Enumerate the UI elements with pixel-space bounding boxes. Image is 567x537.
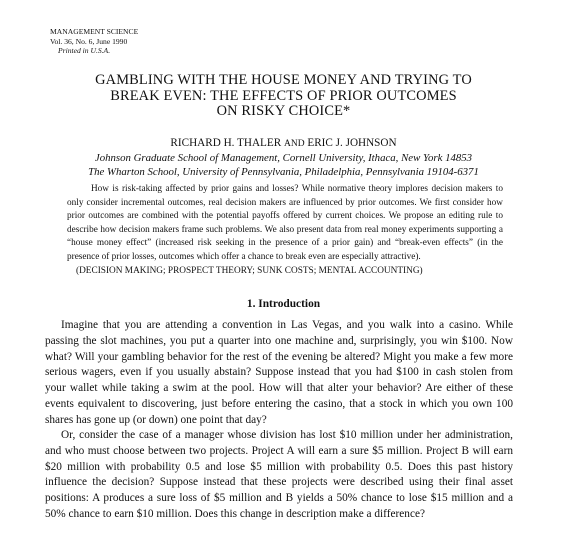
title-line: ON RISKY CHOICE* xyxy=(216,103,351,120)
journal-info xyxy=(50,27,138,56)
affiliation-text: Johnson Graduate School of Management, Cornell University, Ithaca, New York 14853 xyxy=(94,152,473,164)
body-paragraph: Imagine that you are attending a convention in Las Vegas, and you walk into a casino. While passing the slot machines, you put a quarter into one machine and, surprisingly, you win $100. Now what? Will your gambling behavior for the rest of the evening be altered? Might you make a few more serious wagers, even if you usually abstain? Suppose instead that you had $100 in cash stolen from your wallet while taking a swim at the pool. How will that alter your behavior? Are either of these events equivalent to discovering, just before entering the casino, that a stock in which you own 100 shares has gone up (or down) one point that day? xyxy=(45,319,513,426)
affiliation-line xyxy=(20,165,547,179)
abstract: How is risk-taking affected by prior gains and losses? While normative theory implores decision makers to only consider incremental outcomes, real decision makers are influenced by prior outcomes. We first consider how prior outcomes are combined with the potential payoffs offered by current choices. We propose an editing rule to describe how decision makers frame such problems. We also present data from real money experiments supporting a “house money effect” (increased risk seeking in the presence of a prior gain) and “break-even effects” (in the presence of prior losses, outcomes which offer a chance to break even are especially attractive). xyxy=(67,184,503,262)
paper-affiliations xyxy=(20,151,547,179)
paper-authors xyxy=(0,137,567,151)
paper-title xyxy=(20,73,547,120)
journal-printed: Printed in U.S.A. xyxy=(58,46,111,56)
author-name: RICHARD H. THALER xyxy=(170,137,282,149)
affiliation-text: The Wharton School, University of Pennsylvania, Philadelphia, Pennsylvania 19104-6371 xyxy=(88,166,479,179)
author-name: ERIC J. JOHNSON xyxy=(307,137,397,149)
section-heading: 1. Introduction xyxy=(246,298,321,310)
affiliation-line xyxy=(20,151,547,165)
keywords: (DECISION MAKING; PROSPECT THEORY; SUNK COSTS; MENTAL ACCOUNTING) xyxy=(76,266,423,276)
author-conjunction: AND xyxy=(283,139,305,149)
body-paragraph: Or, consider the case of a manager whose division has lost $10 million under her administration, and who must choose between two projects. Project A will earn a sure $5 million. Project B will earn $20 million with probability 0.5 and lose $5 million with probability 0.5. Does this past history influence the decision? Suppose instead that these projects were described using their final asset positions: A produces a sure loss of $5 million and B yields a 50% chance to lose $15 million and a 50% chance to earn $10 million. Does this change in description make a difference? xyxy=(45,429,513,520)
title-line: BREAK EVEN: THE EFFECTS OF PRIOR OUTCOMES xyxy=(110,87,457,104)
journal-volume: Vol. 36, No. 6, June 1990 xyxy=(50,36,128,46)
title-line: GAMBLING WITH THE HOUSE MONEY AND TRYING TO xyxy=(95,72,472,88)
journal-name: MANAGEMENT SCIENCE xyxy=(50,27,139,36)
